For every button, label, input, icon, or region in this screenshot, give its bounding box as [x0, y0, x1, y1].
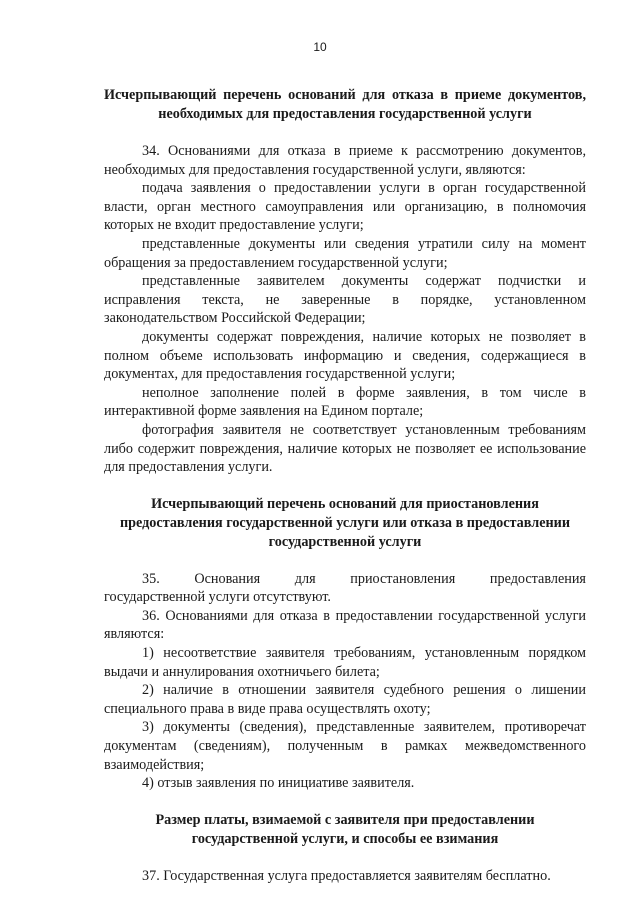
heading-line: государственной услуги, и способы ее взимания: [191, 830, 499, 847]
list-item: представленные документы или сведения утратили силу на момент обращения за предоставлением государственной услуги;: [104, 235, 586, 271]
word: для: [294, 570, 316, 587]
word: Основания: [194, 570, 261, 587]
word: предоставления: [489, 570, 586, 587]
list-item: подача заявления о предоставлении услуги в орган государственной власти, орган местного самоуправления или организацию, в полномочия которых не входит предоставление услуги;: [104, 180, 586, 234]
paragraph-35-rest: государственной услуги отсутствуют.: [104, 589, 331, 606]
heading-line: Исчерпывающий перечень оснований для приостановления: [151, 495, 539, 512]
list-item: 1) несоответствие заявителя требованиям, установленным порядком выдачи и аннулирования охотничьего билета;: [104, 645, 586, 680]
list-item: документы содержат повреждения, наличие которых не позволяет в полном объеме использовать информацию и сведения, содержащиеся в документах, для предоставления государственной услуги;: [104, 328, 586, 383]
page-number: 10: [313, 40, 327, 54]
heading-line: Размер платы, взимаемой с заявителя при предоставлении: [155, 811, 535, 828]
paragraph-34: 34. Основаниями для отказа в приеме к рассмотрению документов, необходимых для предоставления государственной услуги, являются:: [104, 143, 586, 178]
list-item: фотография заявителя не соответствует установленным требованиям либо содержит повреждения, наличие которых не позволяет ее использование для предоставления услуги.: [104, 421, 586, 476]
section-heading-fee: [104, 811, 586, 849]
paragraph-36: 36. Основаниями для отказа в предоставлении государственной услуги являются:: [104, 607, 586, 643]
document-body: [104, 86, 586, 885]
heading-line: предоставления государственной услуги или отказа в предоставлении: [119, 514, 571, 531]
paragraph-35-first-line: [104, 570, 586, 589]
list-item: неполное заполнение полей в форме заявления, в том числе в интерактивной форме заявления на Едином портале;: [104, 384, 586, 420]
list-item: 2) наличие в отношении заявителя судебного решения о лишении специального права в виде права осуществлять охоту;: [104, 682, 586, 717]
section-heading-refusal-acceptance: Исчерпывающий перечень оснований для отказа в приеме документов, необходимых для предоставления государственной услуги: [104, 87, 586, 122]
list-item: представленные заявителем документы содержат подчистки и исправления текста, не заверенные в порядке, установленном законодательством Российской Федерации;: [104, 273, 586, 327]
section-heading-suspension-refusal: [104, 495, 586, 552]
heading-line: государственной услуги: [268, 533, 422, 550]
list-item: 3) документы (сведения), представленные заявителем, противоречат документам (сведениям), полученным в рамках межведомственного взаимодействия;: [104, 719, 586, 773]
word: 35.: [142, 570, 160, 587]
paragraph-37: 37. Государственная услуга предоставляется заявителям бесплатно.: [142, 867, 551, 884]
word: приостановления: [350, 570, 456, 587]
list-item: 4) отзыв заявления по инициативе заявителя.: [142, 775, 415, 792]
